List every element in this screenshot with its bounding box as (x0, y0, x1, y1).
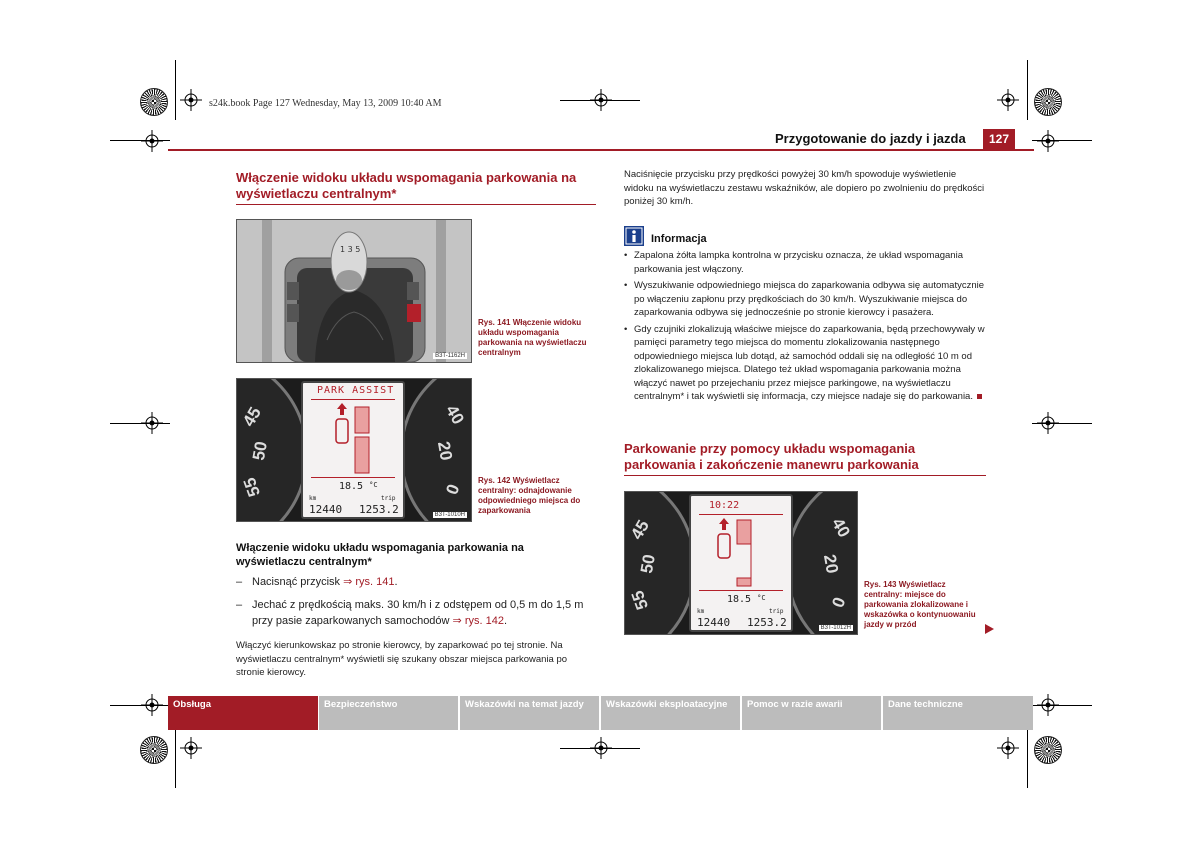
gauge-number: 40 (827, 514, 854, 541)
section-heading (624, 441, 986, 476)
info-bullet (624, 249, 986, 276)
display-title: PARK ASSIST (317, 385, 395, 396)
info-bullets (624, 249, 986, 404)
central-display (301, 381, 405, 519)
step-text: Jechać z prędkością maks. 30 km/h i z odstępem od 0,5 m do 1,5 m przy pasie zaparkowanych samochodów (252, 599, 584, 627)
nav-tab-label: Obsługa (173, 699, 212, 710)
temperature-readout (339, 481, 378, 492)
step-dash: – (236, 599, 243, 611)
registration-mark-icon (1037, 412, 1059, 434)
km-label: km (697, 608, 705, 615)
gear-lever-illustration (237, 220, 471, 362)
gauge-number: 20 (819, 552, 842, 575)
chapter-nav (0, 696, 1200, 730)
figure-reference-link[interactable]: rys. 142 (464, 615, 504, 627)
bullet-text: Wyszukiwanie odpowiedniego miejsca do zaparkowania odbywa się automatycznie po włączeniu zapłonu przy prędkościach do 30 km/h. Wyszukiwanie miejsca do zaparkowania odbywa się jednocześnie po stronie kierowcy i pasażera. (634, 280, 985, 318)
crop-mark (1027, 728, 1028, 788)
info-bullet (624, 279, 986, 320)
temperature-value: 18.5 (727, 594, 752, 605)
temperature-value: 18.5 (339, 481, 364, 492)
display-title-rule (311, 399, 395, 400)
print-slug: s24k.book Page 127 Wednesday, May 13, 2009 10:40 AM (209, 98, 442, 109)
registration-mark-icon (1037, 130, 1059, 152)
figure-142-image (236, 378, 472, 522)
section-rule (236, 204, 596, 205)
step-dash: – (236, 576, 243, 588)
body-paragraph: Włączyć kierunkowskaz po stronie kierowcy, by zaparkować po tej stronie. Na wyświetlaczu centralnym* wyświetli się szukany obszar miejsca parkowania po stronie kierowcy. (236, 640, 568, 678)
figure-code: B3T-1010H (434, 512, 465, 518)
section-heading (236, 170, 596, 205)
info-icon (624, 226, 644, 246)
gauge-number: 50 (636, 552, 659, 575)
figure-142-caption: Rys. 142 Wyświetlacz centralny: odnajdowanie odpowiedniego miejsca do zaparkowania (478, 476, 581, 515)
step-text: Nacisnąć przycisk (252, 576, 344, 588)
registration-mark-icon (590, 737, 612, 759)
header-rule (168, 149, 1034, 151)
display-bottom-rule (699, 590, 783, 591)
figure-reference-link[interactable]: rys. 141 (355, 576, 395, 588)
registration-mark-icon (180, 737, 202, 759)
gauge-number: 50 (248, 439, 271, 462)
gauge-number: 55 (627, 588, 653, 613)
arrow-icon: ⇒ (343, 576, 353, 588)
temperature-readout (727, 594, 766, 605)
crop-mark (1027, 60, 1028, 120)
registration-disc-icon (140, 736, 168, 764)
subheading: Włączenie widoku układu wspomagania parkowania na wyświetlaczu centralnym* (236, 542, 524, 568)
registration-mark-icon (590, 89, 612, 111)
bullet-text: Gdy czujniki zlokalizują właściwe miejsce do zaparkowania, będą przechowywały w pamięci parametry tego miejsca do momentu zlokalizowania następnego odpowiedniego miejsca lub dotąd, aż samochód oddali się na odległość 10 m od zlokalizowanego miejsca. Dlatego też układ wspomagania parkowania można włączyć nawet po przejechaniu przez miejsce parkingowe, na wyświetlaczu centralnym* i tak wyświetli się informacja, czy miejsce nadaje się do parkowania. (634, 323, 985, 402)
trip-label: trip (769, 608, 784, 615)
registration-mark-icon (141, 412, 163, 434)
running-header-title: Przygotowanie do jazdy i jazda (775, 131, 966, 146)
figure-141-caption: Rys. 141 Włączenie widoku układu wspomagania parkowania na wyświetlaczu centralnym (478, 318, 587, 357)
km-label: km (309, 495, 317, 502)
nav-tab-label: Wskazówki na temat jazdy (465, 699, 584, 710)
odometer-value: 12440 (309, 503, 343, 516)
central-display (689, 494, 793, 632)
bullet-text: Zapalona żółta lampka kontrolna w przycisku oznacza, że układ wspomagania parkowania jest włączony. (634, 250, 963, 275)
parking-space-icon (715, 518, 775, 590)
temperature-unit: °C (757, 594, 766, 602)
nav-tab-bezpieczenstwo[interactable] (319, 696, 458, 730)
gauge-number: 55 (239, 475, 265, 500)
odometer-value: 12440 (697, 616, 731, 629)
crop-mark (175, 60, 176, 120)
registration-disc-icon (140, 88, 168, 116)
nav-tab-dane-techniczne[interactable] (883, 696, 1033, 730)
intro-paragraph: Naciśnięcie przycisku przy prędkości powyżej 30 km/h spowoduje wyświetlenie widoku na wyświetlaczu zestawu wskaźników, ale dopiero po zwolnieniu do prędkości poniżej 30 km/h. (624, 169, 985, 207)
svg-text:1 3 5: 1 3 5 (340, 245, 361, 254)
step-item (236, 597, 596, 629)
bullet-dot: • (624, 280, 628, 291)
display-title-rule (699, 514, 783, 515)
nav-tab-label: Dane techniczne (888, 699, 963, 710)
nav-tab-label: Pomoc w razie awarii (747, 699, 843, 710)
figure-141-image (236, 219, 472, 363)
gauge-number: 0 (827, 594, 849, 610)
registration-mark-icon (180, 89, 202, 111)
nav-tab-wskazowki-eksploatacyjne[interactable] (601, 696, 740, 730)
end-mark-icon (977, 394, 982, 399)
registration-disc-icon (1034, 88, 1062, 116)
trip-value: 1253.2 (747, 616, 787, 629)
nav-tab-label: Bezpieczeństwo (324, 699, 398, 710)
display-bottom-rule (311, 477, 395, 478)
nav-tab-wskazowki-jazdy[interactable] (460, 696, 599, 730)
section-title: Parkowanie przy pomocy układu wspomagania parkowania i zakończenie manewru parkowania (624, 441, 919, 472)
continue-arrow-icon[interactable] (985, 624, 994, 634)
arrow-icon: ⇒ (452, 615, 462, 627)
registration-disc-icon (1034, 736, 1062, 764)
nav-tab-obsluga[interactable] (168, 696, 318, 730)
display-time: 10:22 (709, 500, 740, 511)
section-title: Włączenie widoku układu wspomagania parkowania na wyświetlaczu centralnym* (236, 170, 577, 201)
bullet-dot: • (624, 323, 628, 335)
trip-label: trip (381, 495, 396, 502)
nav-tab-label: Wskazówki eksploatacyjne (606, 699, 728, 710)
figure-143-image (624, 491, 858, 635)
figure-code: B3T-1012H (820, 625, 851, 631)
gauge-number: 20 (433, 439, 456, 462)
bullet-dot: • (624, 250, 628, 261)
gauge-number: 40 (441, 401, 468, 428)
parking-space-icon (333, 403, 383, 483)
info-bullet (624, 323, 986, 404)
nav-tab-pomoc[interactable] (742, 696, 881, 730)
registration-mark-icon (997, 737, 1019, 759)
gauge-number: 45 (239, 403, 265, 430)
page-number: 127 (983, 129, 1015, 149)
step-item (236, 574, 596, 590)
temperature-unit: °C (369, 481, 378, 489)
gauge-number: 45 (627, 516, 653, 543)
step-end: . (503, 615, 508, 627)
figure-code: B3T-1162H (435, 353, 465, 359)
registration-mark-icon (141, 130, 163, 152)
step-end: . (394, 576, 398, 588)
section-rule (624, 475, 986, 476)
step-list (236, 574, 596, 629)
registration-mark-icon (997, 89, 1019, 111)
trip-value: 1253.2 (359, 503, 399, 516)
gauge-number: 0 (441, 481, 463, 497)
crop-mark (175, 728, 176, 788)
info-title: Informacja (651, 233, 707, 245)
figure-143-caption: Rys. 143 Wyświetlacz centralny: miejsce do parkowania zlokalizowane i wskazówka o kontynuowaniu jazdy w przód (864, 580, 976, 629)
